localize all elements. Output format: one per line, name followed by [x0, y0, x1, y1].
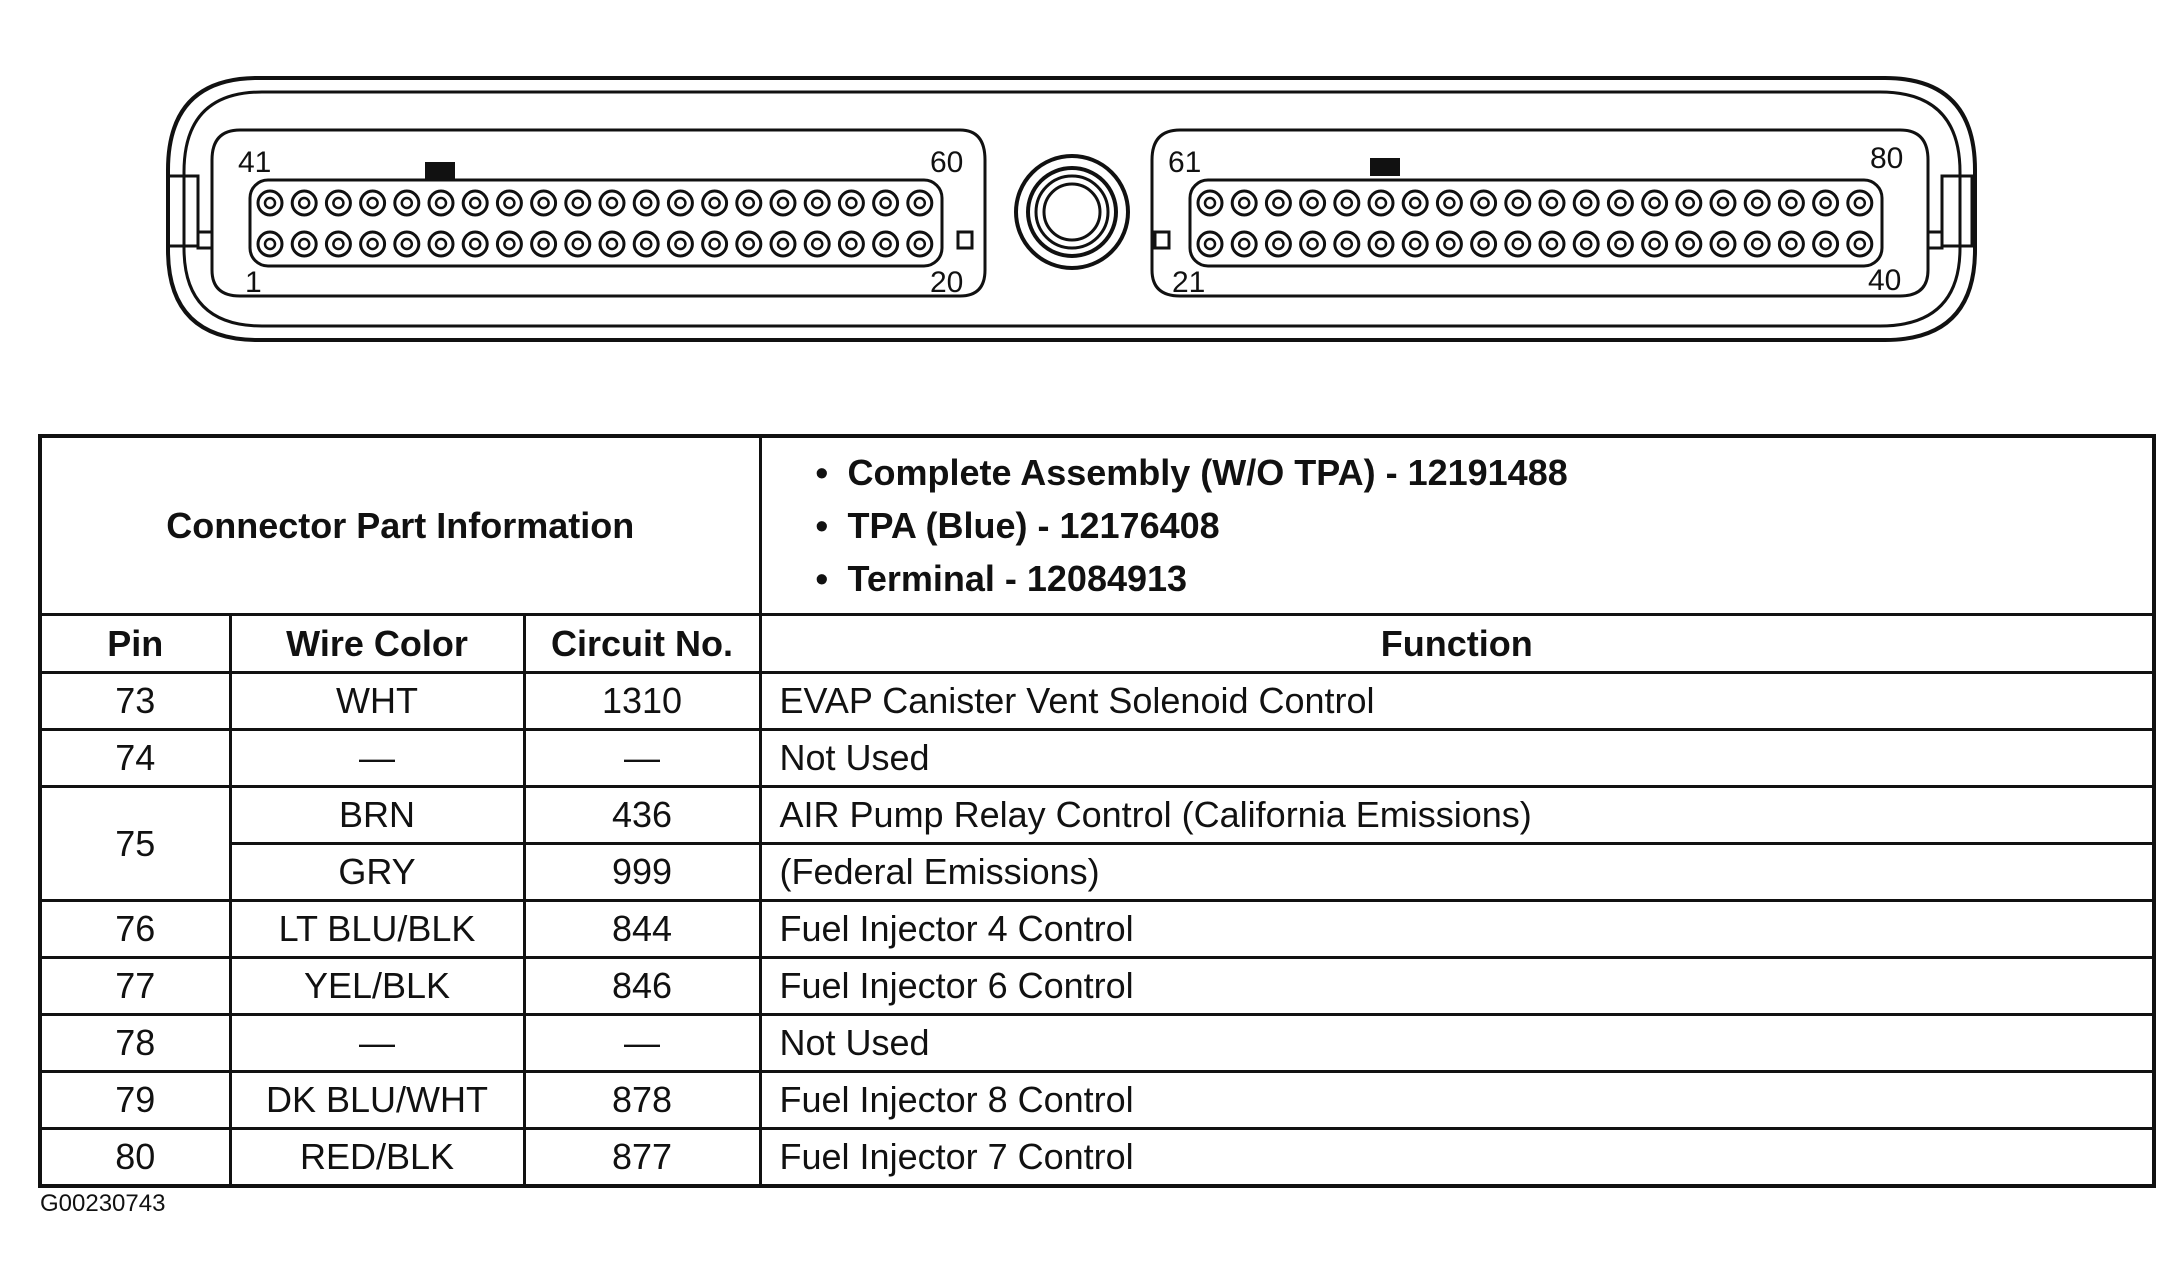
- pin-socket: [1198, 232, 1222, 256]
- pin-socket: [532, 232, 556, 256]
- pin-hole: [1752, 239, 1762, 249]
- pin-hole: [607, 239, 617, 249]
- pin-hole: [1547, 239, 1557, 249]
- pin-socket: [1266, 232, 1290, 256]
- pin-socket: [1711, 191, 1735, 215]
- circuit-cell: 846: [524, 958, 760, 1015]
- pin-socket: [1574, 232, 1598, 256]
- keying-tab-right: [1370, 158, 1400, 176]
- pin-hole: [470, 239, 480, 249]
- pin-hole: [1342, 239, 1352, 249]
- pin-socket: [395, 191, 419, 215]
- pin-hole: [1855, 239, 1865, 249]
- pin-cell: 78: [40, 1015, 230, 1072]
- pin-hole: [504, 198, 514, 208]
- pin-hole: [1752, 198, 1762, 208]
- pin-hole: [1308, 239, 1318, 249]
- pin-hole: [1205, 198, 1215, 208]
- pin-hole: [1410, 198, 1420, 208]
- pin-hole: [368, 239, 378, 249]
- header-function: Function: [760, 615, 2154, 673]
- figure-code: G00230743: [40, 1190, 166, 1217]
- pin-hole: [1444, 239, 1454, 249]
- wire-cell: —: [230, 730, 524, 787]
- part-item: • Terminal - 12084913: [815, 558, 1188, 599]
- pin-hole: [436, 198, 446, 208]
- function-cell: Not Used: [760, 730, 2154, 787]
- pin-hole: [1308, 198, 1318, 208]
- function-cell: Fuel Injector 4 Control: [760, 901, 2154, 958]
- wire-cell: —: [230, 1015, 524, 1072]
- pin-label-41: 41: [238, 146, 272, 179]
- pin-hole: [1581, 239, 1591, 249]
- pin-hole: [1684, 198, 1694, 208]
- table-row: [40, 730, 2154, 787]
- wire-cell: RED/BLK: [230, 1129, 524, 1187]
- part-info-row: [40, 436, 2154, 615]
- pin-hole: [1239, 198, 1249, 208]
- pin-socket: [1814, 191, 1838, 215]
- pin-hole: [299, 198, 309, 208]
- pin-socket: [1848, 191, 1872, 215]
- pin-hole: [744, 198, 754, 208]
- keying-tab-left: [425, 162, 455, 180]
- pin-hole: [402, 239, 412, 249]
- pin-hole: [812, 239, 822, 249]
- pin-hole: [539, 239, 549, 249]
- pin-cell: 75: [40, 787, 230, 901]
- wire-cell: LT BLU/BLK: [230, 901, 524, 958]
- pin-socket: [839, 232, 863, 256]
- center-bolt-icon: [1016, 156, 1128, 268]
- pin-hole: [1786, 239, 1796, 249]
- pin-hole: [1376, 239, 1386, 249]
- pin-socket: [497, 191, 521, 215]
- pin-hole: [436, 239, 446, 249]
- pin-socket: [1232, 232, 1256, 256]
- pin-socket: [1506, 232, 1530, 256]
- pin-cell: 80: [40, 1129, 230, 1187]
- circuit-cell: 436: [524, 787, 760, 844]
- pin-socket: [1335, 191, 1359, 215]
- pin-hole: [573, 239, 583, 249]
- table-row: [40, 1015, 2154, 1072]
- pin-socket: [634, 191, 658, 215]
- pin-socket: [908, 232, 932, 256]
- pin-cell: 79: [40, 1072, 230, 1129]
- pin-socket: [1608, 232, 1632, 256]
- pin-socket: [1403, 232, 1427, 256]
- pin-socket: [1745, 232, 1769, 256]
- pin-hole: [1444, 198, 1454, 208]
- circuit-cell: 877: [524, 1129, 760, 1187]
- pin-socket: [566, 232, 590, 256]
- header-circuit: Circuit No.: [524, 615, 760, 673]
- pin-socket: [1608, 191, 1632, 215]
- pin-hole: [1821, 198, 1831, 208]
- pin-hole: [641, 198, 651, 208]
- pin-hole: [539, 198, 549, 208]
- pin-hole: [1650, 239, 1660, 249]
- function-cell: AIR Pump Relay Control (California Emissions): [760, 787, 2154, 844]
- pin-socket: [429, 232, 453, 256]
- pin-hole: [1855, 198, 1865, 208]
- pin-hole: [1786, 198, 1796, 208]
- pin-hole: [1718, 198, 1728, 208]
- pin-hole: [265, 198, 275, 208]
- table-row: [40, 673, 2154, 730]
- part-info-list: [760, 436, 2154, 615]
- function-cell: EVAP Canister Vent Solenoid Control: [760, 673, 2154, 730]
- pin-hole: [1410, 239, 1420, 249]
- pin-hole: [1650, 198, 1660, 208]
- pin-hole: [1513, 198, 1523, 208]
- pin-socket: [703, 191, 727, 215]
- pin-hole: [675, 239, 685, 249]
- pin-socket: [839, 191, 863, 215]
- pin-hole: [265, 239, 275, 249]
- pin-socket: [497, 232, 521, 256]
- pin-hole: [1513, 239, 1523, 249]
- table-row: [40, 901, 2154, 958]
- pin-hole: [1342, 198, 1352, 208]
- pin-socket: [1198, 191, 1222, 215]
- pin-socket: [1369, 191, 1393, 215]
- pin-socket: [908, 191, 932, 215]
- pin-hole: [1205, 239, 1215, 249]
- pin-hole: [710, 239, 720, 249]
- pin-socket: [463, 191, 487, 215]
- pin-label-60: 60: [930, 146, 964, 179]
- pin-hole: [1273, 198, 1283, 208]
- pin-cell: 74: [40, 730, 230, 787]
- right-pin-block: [1152, 130, 1928, 296]
- pin-hole: [881, 239, 891, 249]
- pin-label-21: 21: [1172, 266, 1206, 299]
- circuit-cell: —: [524, 730, 760, 787]
- pin-socket: [771, 232, 795, 256]
- pin-socket: [1677, 191, 1701, 215]
- pin-socket: [1574, 191, 1598, 215]
- pin-hole: [1376, 198, 1386, 208]
- pin-hole: [1615, 239, 1625, 249]
- pin-socket: [532, 191, 556, 215]
- pin-socket: [1369, 232, 1393, 256]
- pin-socket: [1540, 232, 1564, 256]
- table-row: [40, 958, 2154, 1015]
- pin-socket: [361, 191, 385, 215]
- pin-hole: [470, 198, 480, 208]
- header-wire-color: Wire Color: [230, 615, 524, 673]
- pin-socket: [1437, 232, 1461, 256]
- pin-hole: [1581, 198, 1591, 208]
- pin-socket: [634, 232, 658, 256]
- pin-hole: [1684, 239, 1694, 249]
- pin-label-20: 20: [930, 266, 964, 299]
- pin-socket: [1506, 191, 1530, 215]
- pin-hole: [607, 198, 617, 208]
- function-cell: Not Used: [760, 1015, 2154, 1072]
- pin-hole: [504, 239, 514, 249]
- pin-socket: [1643, 232, 1667, 256]
- pin-socket: [1437, 191, 1461, 215]
- pin-hole: [1239, 239, 1249, 249]
- pin-hole: [778, 198, 788, 208]
- header-row: [40, 615, 2154, 673]
- connector-outer-shell: [168, 78, 1975, 340]
- pin-label-61: 61: [1168, 146, 1202, 179]
- pin-socket: [1403, 191, 1427, 215]
- pin-socket: [326, 191, 350, 215]
- header-pin: Pin: [40, 615, 230, 673]
- pin-hole: [881, 198, 891, 208]
- pin-socket: [1711, 232, 1735, 256]
- pin-socket: [1677, 232, 1701, 256]
- pin-hole: [1615, 198, 1625, 208]
- pin-socket: [600, 191, 624, 215]
- pin-socket: [395, 232, 419, 256]
- wire-cell: YEL/BLK: [230, 958, 524, 1015]
- pin-hole: [675, 198, 685, 208]
- pin-socket: [600, 232, 624, 256]
- pin-hole: [812, 198, 822, 208]
- pin-socket: [463, 232, 487, 256]
- pin-socket: [737, 191, 761, 215]
- pin-socket: [1472, 232, 1496, 256]
- table-row: [40, 1072, 2154, 1129]
- part-info-label: Connector Part Information: [40, 436, 760, 615]
- pin-socket: [1643, 191, 1667, 215]
- pin-socket: [805, 232, 829, 256]
- wire-cell: WHT: [230, 673, 524, 730]
- pin-hole: [641, 239, 651, 249]
- pin-socket: [874, 191, 898, 215]
- pin-socket: [1266, 191, 1290, 215]
- table-row: [40, 1129, 2154, 1187]
- pin-socket: [292, 191, 316, 215]
- wire-cell: GRY: [230, 844, 524, 901]
- pin-cell: 76: [40, 901, 230, 958]
- pin-label-40: 40: [1868, 264, 1902, 297]
- pin-hole: [1718, 239, 1728, 249]
- pin-hole: [573, 198, 583, 208]
- wire-cell: DK BLU/WHT: [230, 1072, 524, 1129]
- table-row: [40, 787, 2154, 844]
- pin-socket: [1301, 232, 1325, 256]
- pin-hole: [1479, 239, 1489, 249]
- pin-socket: [703, 232, 727, 256]
- pin-socket: [737, 232, 761, 256]
- pin-socket: [874, 232, 898, 256]
- pin-socket: [566, 191, 590, 215]
- left-pin-block: [212, 130, 985, 296]
- pin-hole: [1273, 239, 1283, 249]
- pin-socket: [1301, 191, 1325, 215]
- pin-table: [38, 434, 2156, 1188]
- circuit-cell: 878: [524, 1072, 760, 1129]
- pin-socket: [429, 191, 453, 215]
- wire-cell: BRN: [230, 787, 524, 844]
- pin-hole: [710, 198, 720, 208]
- pin-hole: [915, 239, 925, 249]
- pin-socket: [1814, 232, 1838, 256]
- pin-socket: [1335, 232, 1359, 256]
- circuit-cell: 999: [524, 844, 760, 901]
- pin-cell: 77: [40, 958, 230, 1015]
- pin-hole: [915, 198, 925, 208]
- circuit-cell: 844: [524, 901, 760, 958]
- pin-hole: [1479, 198, 1489, 208]
- pin-socket: [326, 232, 350, 256]
- pin-socket: [1232, 191, 1256, 215]
- function-cell: Fuel Injector 8 Control: [760, 1072, 2154, 1129]
- pin-socket: [1779, 191, 1803, 215]
- latch-right: [1942, 176, 1972, 246]
- pin-hole: [333, 198, 343, 208]
- pin-hole: [1821, 239, 1831, 249]
- pin-cell: 73: [40, 673, 230, 730]
- function-cell: Fuel Injector 7 Control: [760, 1129, 2154, 1187]
- pin-socket: [1779, 232, 1803, 256]
- pin-hole: [846, 198, 856, 208]
- pin-socket: [668, 232, 692, 256]
- part-item: • TPA (Blue) - 12176408: [815, 505, 1220, 546]
- pin-hole: [402, 198, 412, 208]
- function-cell: (Federal Emissions): [760, 844, 2154, 901]
- pin-hole: [744, 239, 754, 249]
- pin-socket: [361, 232, 385, 256]
- pin-socket: [805, 191, 829, 215]
- function-cell: Fuel Injector 6 Control: [760, 958, 2154, 1015]
- pin-socket: [292, 232, 316, 256]
- circuit-cell: —: [524, 1015, 760, 1072]
- left-pin-grid: [258, 191, 932, 256]
- pin-socket: [1745, 191, 1769, 215]
- pin-socket: [771, 191, 795, 215]
- pin-socket: [258, 232, 282, 256]
- pin-socket: [1540, 191, 1564, 215]
- pin-socket: [1848, 232, 1872, 256]
- pin-label-1: 1: [245, 266, 262, 299]
- pin-hole: [778, 239, 788, 249]
- pin-hole: [1547, 198, 1557, 208]
- table-row: [40, 844, 2154, 901]
- pin-hole: [368, 198, 378, 208]
- circuit-cell: 1310: [524, 673, 760, 730]
- pin-hole: [333, 239, 343, 249]
- right-pin-frame: [1190, 180, 1882, 266]
- pin-socket: [258, 191, 282, 215]
- right-pin-grid: [1198, 191, 1872, 256]
- left-pin-frame: [250, 180, 942, 266]
- pin-socket: [668, 191, 692, 215]
- pin-socket: [1472, 191, 1496, 215]
- connector-diagram: [0, 0, 2184, 400]
- pin-label-80: 80: [1870, 142, 1904, 175]
- part-item: • Complete Assembly (W/O TPA) - 12191488: [815, 452, 1568, 493]
- pin-hole: [846, 239, 856, 249]
- pin-hole: [299, 239, 309, 249]
